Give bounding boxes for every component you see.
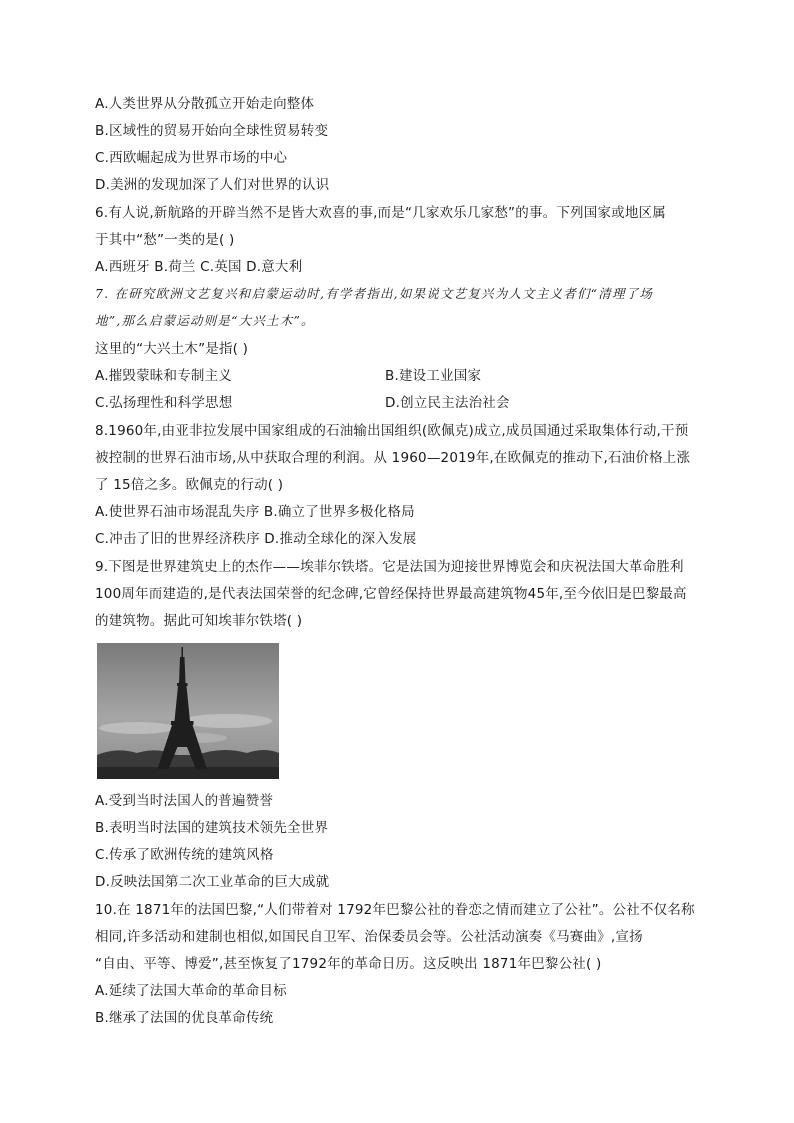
q7-options-row2	[95, 393, 510, 413]
q5-option-c: C.西欧崛起成为世界市场的中心	[95, 150, 288, 166]
q9-option-d: D.反映法国第二次工业革命的巨大成就	[95, 874, 330, 890]
eiffel-tower-icon	[97, 643, 279, 779]
q7-stem-line3: 这里的“大兴土木”是指( )	[95, 341, 249, 357]
q8-stem-line2: 被控制的世界石油市场,从中获取合理的利润。从 1960—2019年,在欧佩克的推动下,石油价格上涨	[95, 450, 691, 466]
q6-options: A.西班牙 B.荷兰 C.英国 D.意大利	[95, 259, 303, 275]
q9-stem-line2: 100周年而建造的,是代表法国荣誉的纪念碑,它曾经保持世界最高建筑物45年,至今依旧是巴黎最高	[95, 586, 687, 602]
q10-option-a: A.延续了法国大革命的革命目标	[95, 983, 287, 999]
q6-stem-line2: 于其中“愁”一类的是( )	[95, 232, 235, 248]
q7-option-d: D.创立民主法治社会	[385, 395, 510, 411]
q8-options-row1: A.使世界石油市场混乱失序 B.确立了世界多极化格局	[95, 504, 415, 520]
q5-option-b: B.区域性的贸易开始向全球性贸易转变	[95, 123, 329, 139]
q5-option-a: A.人类世界从分散孤立开始走向整体	[95, 96, 315, 112]
q7-options-row1	[95, 366, 482, 386]
q10-option-b: B.继承了法国的优良革命传统	[95, 1010, 274, 1026]
q8-options-row2: C.冲击了旧的世界经济秩序 D.推动全球化的深入发展	[95, 531, 417, 547]
q7-stem-line2: 地”,那么启蒙运动则是“大兴土木”。	[95, 313, 315, 328]
q9-option-c: C.传承了欧洲传统的建筑风格	[95, 847, 274, 863]
q8-stem-line1: 8.1960年,由亚非拉发展中国家组成的石油输出国组织(欧佩克)成立,成员国通过采取集体行动,干预	[95, 423, 689, 439]
q9-option-a: A.受到当时法国人的普遍赞誉	[95, 793, 274, 809]
q7-option-c: C.弘扬理性和科学思想	[95, 395, 233, 411]
q7-option-b: B.建设工业国家	[385, 368, 482, 384]
q9-stem-line3: 的建筑物。据此可知埃菲尔铁塔( )	[95, 613, 303, 629]
q9-option-b: B.表明当时法国的建筑技术领先全世界	[95, 820, 329, 836]
q5-option-d: D.美洲的发现加深了人们对世界的认识	[95, 177, 330, 193]
q6-stem-line1: 6.有人说,新航路的开辟当然不是皆大欢喜的事,而是“几家欢乐几家愁”的事。下列国家或地区属	[95, 205, 666, 221]
eiffel-tower-photo	[97, 643, 279, 779]
q10-stem-line3: “自由、平等、博爱”,甚至恢复了1792年的革命日历。这反映出 1871年巴黎公社( )	[95, 956, 602, 972]
q7-stem-line1: 7. 在研究欧洲文艺复兴和启蒙运动时,有学者指出,如果说文艺复兴为人文主义者们“清理了场	[95, 286, 654, 301]
q10-stem-line2: 相同,许多活动和建制也相似,如国民自卫军、治保委员会等。公社活动演奏《马赛曲》,宣扬	[95, 929, 643, 945]
q8-stem-line3: 了 15倍之多。欧佩克的行动( )	[95, 477, 284, 493]
q10-stem-line1: 10.在 1871年的法国巴黎,“人们带着对 1792年巴黎公社的眷恋之情而建立了公社”。公社不仅名称	[95, 902, 695, 918]
q7-option-a: A.摧毁蒙昧和专制主义	[95, 368, 232, 384]
q9-stem-line1: 9.下图是世界建筑史上的杰作——埃菲尔铁塔。它是法国为迎接世界博览会和庆祝法国大革命胜利	[95, 559, 684, 575]
